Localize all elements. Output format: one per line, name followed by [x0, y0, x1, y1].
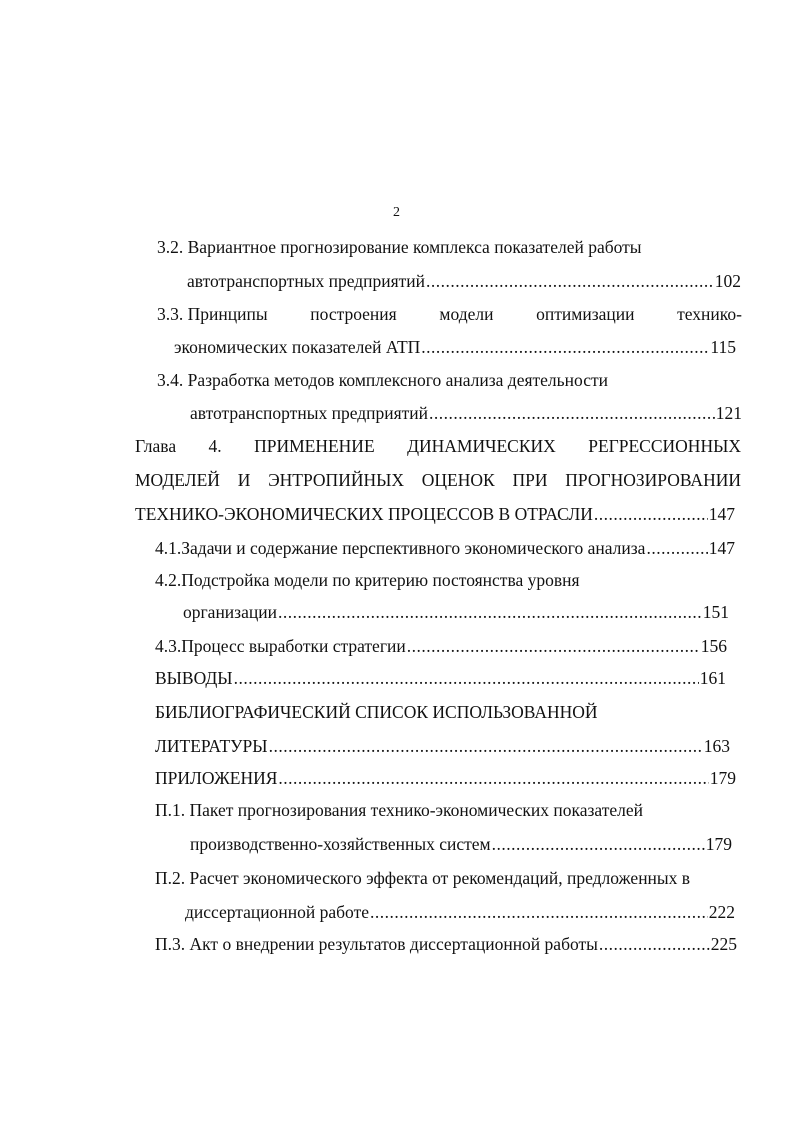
toc-text: ТЕХНИКО-ЭКОНОМИЧЕСКИХ ПРОЦЕССОВ В ОТРАСЛИ — [135, 504, 593, 524]
toc-text: ВЫВОДЫ — [155, 668, 233, 688]
toc-word: модели — [439, 304, 494, 324]
toc-word: оптимизации — [536, 304, 635, 324]
toc-text: БИБЛИОГРАФИЧЕСКИЙ СПИСОК ИСПОЛЬЗОВАННОЙ — [155, 702, 598, 722]
toc-page-number: 161 — [699, 668, 726, 688]
toc-text: автотранспортных предприятий — [190, 403, 429, 423]
toc-page-number: 147 — [708, 504, 735, 524]
toc-entry-3-3-title — [157, 303, 742, 325]
toc-text: производственно-хозяйственных систем — [190, 834, 491, 854]
toc-bibliography-continuation — [155, 735, 730, 757]
toc-word: ЭНТРОПИЙНЫХ — [268, 470, 405, 490]
leader-dots — [407, 635, 700, 657]
toc-text: 4.3.Процесс выработки стратегии — [155, 636, 406, 656]
toc-text: экономических показателей АТП — [174, 337, 421, 357]
leader-dots — [646, 537, 707, 559]
toc-page-number: 102 — [714, 271, 741, 291]
toc-entry-3-4-continuation — [190, 402, 742, 424]
toc-text: автотранспортных предприятий — [187, 271, 426, 291]
toc-entry-4-1 — [155, 537, 735, 559]
toc-entry-3-4-title — [157, 369, 608, 391]
leader-dots — [269, 735, 703, 757]
toc-text: 4.1.Задачи и содержание перспективного экономического анализа — [155, 538, 646, 558]
toc-text: П.3. Акт о внедрении результатов диссертационной работы — [155, 934, 598, 954]
toc-appendices — [155, 767, 736, 789]
toc-page-number: 222 — [708, 902, 735, 922]
toc-page-number: 163 — [703, 736, 730, 756]
toc-page-number: 225 — [710, 934, 737, 954]
leader-dots — [421, 336, 709, 358]
toc-chapter-4-line-2 — [135, 469, 741, 491]
toc-text: П.1. Пакет прогнозирования технико-экономических показателей — [155, 800, 644, 820]
leader-dots — [370, 901, 708, 923]
toc-text: диссертационной работе — [185, 902, 369, 922]
toc-bibliography-title — [155, 701, 598, 723]
toc-word: МОДЕЛЕЙ — [135, 470, 220, 490]
toc-page-number: 121 — [715, 403, 742, 423]
toc-conclusions — [155, 667, 726, 689]
toc-page-number: 115 — [710, 337, 736, 357]
toc-entry-3-3-continuation — [174, 336, 736, 358]
toc-word: 4. — [208, 436, 222, 456]
leader-dots — [234, 667, 699, 689]
toc-text: ПРИЛОЖЕНИЯ — [155, 768, 278, 788]
toc-page-number: 179 — [709, 768, 736, 788]
toc-entry-3-2-title — [157, 236, 642, 258]
toc-text: 4.2.Подстройка модели по критерию постоянства уровня — [155, 570, 580, 590]
leader-dots — [594, 503, 708, 525]
toc-text: 3.4. Разработка методов комплексного анализа деятельности — [157, 370, 608, 390]
toc-appendix-3 — [155, 933, 737, 955]
leader-dots — [492, 833, 705, 855]
leader-dots — [278, 767, 708, 789]
toc-page-number: 151 — [702, 602, 729, 622]
toc-page-number: 179 — [705, 834, 732, 854]
toc-entry-4-2-continuation — [183, 601, 729, 623]
toc-word: 3.3. Принципы — [157, 304, 268, 324]
toc-appendix-2-continuation — [185, 901, 735, 923]
toc-appendix-1-continuation — [190, 833, 732, 855]
toc-word: ДИНАМИЧЕСКИХ — [407, 436, 556, 456]
toc-chapter-4-line-1 — [135, 435, 741, 457]
toc-text: 3.2. Вариантное прогнозирование комплекса показателей работы — [157, 237, 642, 257]
leader-dots — [278, 601, 702, 623]
toc-page-number: 147 — [708, 538, 735, 558]
toc-word: Глава — [135, 436, 177, 456]
toc-entry-4-2-title — [155, 569, 580, 591]
leader-dots — [426, 270, 714, 292]
toc-word: технико- — [677, 304, 742, 324]
toc-word: ПРИ — [512, 470, 548, 490]
toc-appendix-1-title — [155, 799, 643, 821]
toc-page-number: 156 — [700, 636, 727, 656]
toc-word: ПРИМЕНЕНИЕ — [254, 436, 375, 456]
toc-word: ОЦЕНОК — [421, 470, 495, 490]
toc-word: ПРОГНОЗИРОВАНИИ — [565, 470, 741, 490]
leader-dots — [599, 933, 710, 955]
toc-word: РЕГРЕССИОННЫХ — [588, 436, 741, 456]
toc-text: организации — [183, 602, 277, 622]
toc-word: И — [237, 470, 251, 490]
toc-text: ЛИТЕРАТУРЫ — [155, 736, 268, 756]
toc-word: построения — [310, 304, 397, 324]
toc-text: П.2. Расчет экономического эффекта от рекомендаций, предложенных в — [155, 868, 691, 888]
toc-entry-3-2-continuation — [187, 270, 741, 292]
leader-dots — [429, 402, 715, 424]
toc-appendix-2-title — [155, 867, 690, 889]
toc-chapter-4-line-3 — [135, 503, 735, 525]
toc-entry-4-3 — [155, 635, 727, 657]
page-number: 2 — [393, 205, 400, 220]
